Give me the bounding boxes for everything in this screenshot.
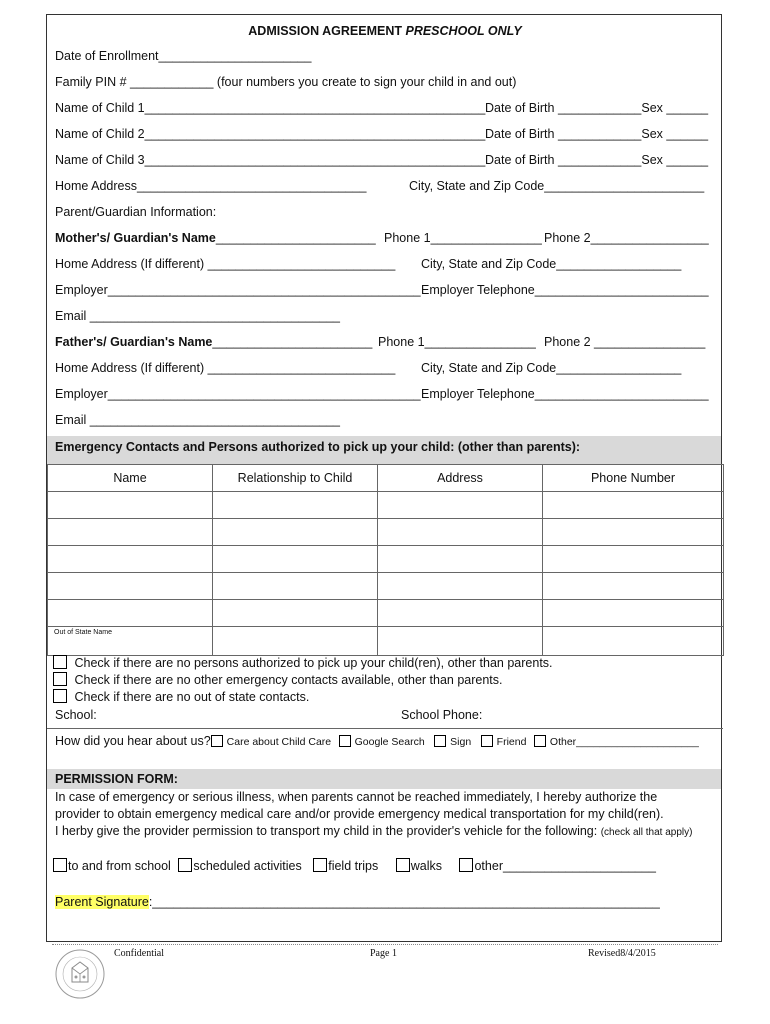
child3-dob-sex[interactable]: Date of Birth ____________Sex ______ [485,153,709,167]
table-cell[interactable] [378,600,543,627]
table-cell[interactable] [378,519,543,546]
table-cell[interactable] [213,573,378,600]
child1-dob-sex[interactable]: Date of Birth ____________Sex ______ [485,101,709,115]
mother-employer-tel-field[interactable]: Employer Telephone_________________________ [421,283,709,297]
table-row [48,627,724,656]
option-to-from-school[interactable]: to and from school [68,859,171,873]
option-other[interactable]: Other_____________________ [549,736,699,748]
check-no-emergency[interactable]: Check if there are no other emergency contacts available, other than parents. [53,672,503,688]
checkbox-icon[interactable] [53,858,67,872]
check-no-out-of-state[interactable]: Check if there are no out of state contacts. [53,689,309,705]
option-other-transport[interactable]: other______________________ [474,859,656,873]
checkbox-icon[interactable] [339,735,351,747]
table-cell[interactable] [48,600,213,627]
child2-dob-sex[interactable]: Date of Birth ____________Sex ______ [485,127,709,141]
school-phone-field[interactable]: School Phone: [401,708,483,722]
permission-line2: provider to obtain emergency medical care and/or provide emergency medical transportation for my child(ren). [55,807,664,821]
child2-field[interactable]: Name of Child 2_________________________________________________ [55,127,486,141]
checkbox-icon[interactable] [211,735,223,747]
child1-field[interactable]: Name of Child 1_________________________________________________ [55,101,486,115]
out-of-state-cell[interactable] [48,627,213,656]
mother-employer-field[interactable]: Employer_____________________________________________ [55,283,421,297]
checkbox-icon[interactable] [53,689,67,703]
checkbox-icon[interactable] [434,735,446,747]
mother-phone2-field[interactable]: Phone 2_________________ [544,231,709,245]
col-header-address: Address [378,465,543,492]
father-home-field[interactable]: Home Address (If different) ___________________________ [55,361,396,375]
table-cell[interactable] [48,573,213,600]
table-cell[interactable] [543,627,724,656]
option-field-trips[interactable]: field trips [328,859,379,873]
footer-divider [52,944,718,945]
permission-line3: I herby give the provider permission to transport my child in the provider's vehicle for the following: (check all that apply) [55,824,693,838]
father-city-field[interactable]: City, State and Zip Code__________________ [421,361,682,375]
col-header-name: Name [48,465,213,492]
form-title: ADMISSION AGREEMENT PRESCHOOL ONLY [248,24,522,38]
option-google-search[interactable]: Google Search [354,736,425,748]
father-phone2-field[interactable]: Phone 2 ________________ [544,335,706,349]
table-row [48,573,724,600]
hear-about-row [55,733,699,750]
table-cell[interactable] [378,573,543,600]
option-care-about-child-care[interactable]: Care about Child Care [226,736,332,748]
col-header-relationship: Relationship to Child [213,465,378,492]
mother-email-field[interactable]: Email ____________________________________ [55,309,340,323]
table-cell[interactable] [48,546,213,573]
option-walks[interactable]: walks [410,859,442,873]
table-cell[interactable] [213,492,378,519]
table-cell[interactable] [543,492,724,519]
checkbox-icon[interactable] [313,858,327,872]
father-employer-field[interactable]: Employer_____________________________________________ [55,387,421,401]
table-cell[interactable] [378,627,543,656]
school-field[interactable]: School: [55,708,97,722]
table-row [48,519,724,546]
checkbox-icon[interactable] [534,735,546,747]
emergency-contacts-table [47,464,724,656]
permission-heading: PERMISSION FORM: [55,772,178,786]
child3-field[interactable]: Name of Child 3_________________________________________________ [55,153,486,167]
father-employer-tel-field[interactable]: Employer Telephone_________________________ [421,387,709,401]
option-sign[interactable]: Sign [450,736,472,748]
transport-options-row [53,858,656,874]
father-name-field[interactable]: Father's/ Guardian's Name_______________________ [55,335,373,349]
enrollment-field[interactable]: Date of Enrollment______________________ [55,49,312,63]
table-cell[interactable] [378,492,543,519]
parent-info-label: Parent/Guardian Information: [55,205,217,219]
checkbox-icon[interactable] [481,735,493,747]
pin-field[interactable]: Family PIN # ____________ (four numbers you create to sign your child in and out) [55,75,517,89]
table-cell[interactable] [543,546,724,573]
home-address-field[interactable]: Home Address_________________________________ [55,179,367,193]
option-friend[interactable]: Friend [496,736,527,748]
mother-home-field[interactable]: Home Address (If different) ___________________________ [55,257,396,271]
checkbox-icon[interactable] [459,858,473,872]
permission-line1: In case of emergency or serious illness, when parents cannot be reached immediately, I hereby authorize the [55,790,658,804]
table-cell[interactable] [378,546,543,573]
table-cell[interactable] [543,600,724,627]
divider [47,728,723,729]
footer-confidential: Confidential [114,948,164,959]
checkbox-icon[interactable] [53,672,67,686]
checkbox-icon[interactable] [53,655,67,669]
footer-page-number: Page 1 [370,948,397,959]
emergency-heading: Emergency Contacts and Persons authorized to pick up your child: (other than parents): [55,440,581,454]
col-header-phone: Phone Number [543,465,724,492]
city-state-zip-field[interactable]: City, State and Zip Code_______________________ [409,179,705,193]
father-email-field[interactable]: Email ____________________________________ [55,413,340,427]
table-cell[interactable] [213,627,378,656]
school-logo-icon [54,948,106,1000]
hear-about-label: How did you hear about us? [55,734,211,748]
option-scheduled-activities[interactable]: scheduled activities [193,859,302,873]
table-row [48,600,724,627]
checkbox-icon[interactable] [178,858,192,872]
table-cell[interactable] [543,573,724,600]
table-row [48,492,724,519]
mother-city-field[interactable]: City, State and Zip Code__________________ [421,257,682,271]
table-cell[interactable] [48,492,213,519]
table-row [48,546,724,573]
checkbox-icon[interactable] [396,858,410,872]
footer-revised-date: Revised8/4/2015 [588,948,656,959]
mother-phone1-field[interactable]: Phone 1________________ [384,231,542,245]
table-cell[interactable] [543,519,724,546]
form-frame [46,14,722,942]
mother-name-field[interactable]: Mother's/ Guardian's Name_______________________ [55,231,376,245]
table-cell[interactable] [213,600,378,627]
check-no-pickup[interactable]: Check if there are no persons authorized to pick up your child(ren), other than parents. [53,655,553,671]
father-phone1-field[interactable]: Phone 1________________ [378,335,536,349]
table-cell[interactable] [213,519,378,546]
table-cell[interactable] [213,546,378,573]
signature-label: Parent Signature [55,895,149,909]
parent-signature-field[interactable]: Parent Signature:_________________________________________________________________________ [55,895,660,909]
table-cell[interactable] [48,519,213,546]
out-of-state-label: Out of State Name [54,629,112,636]
